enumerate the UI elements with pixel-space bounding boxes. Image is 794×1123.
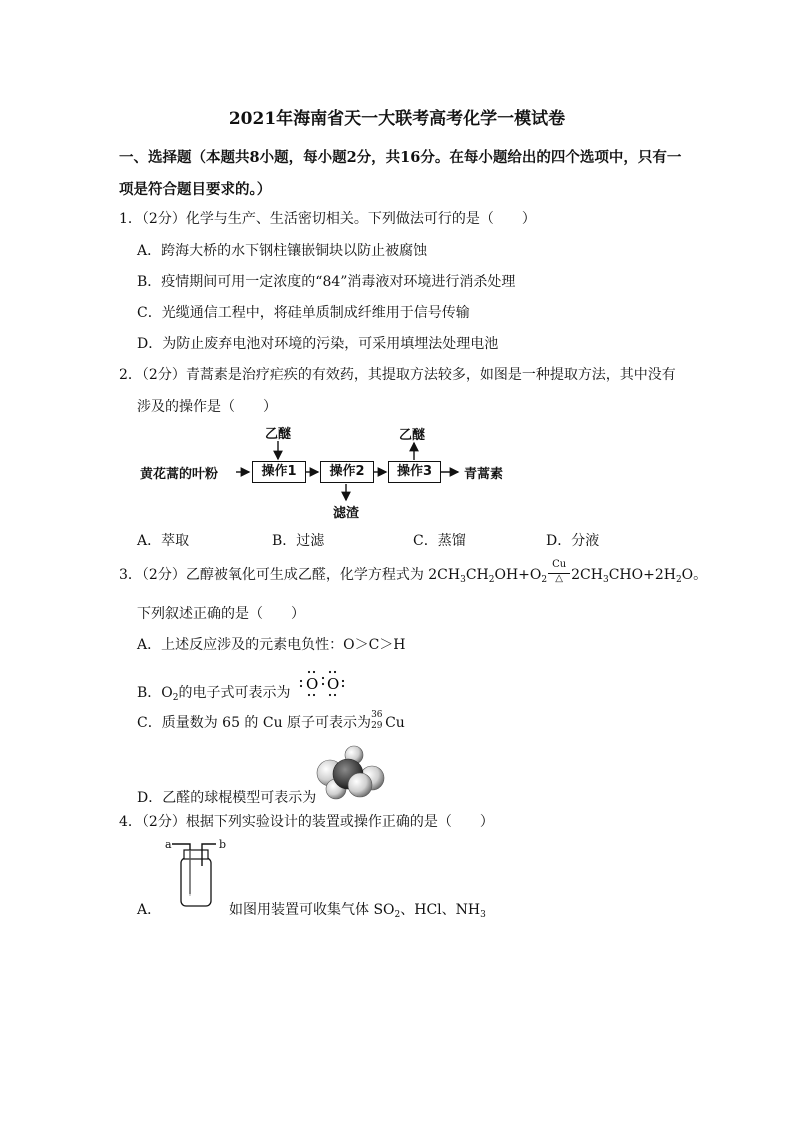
- svg-text:O: O: [327, 675, 340, 693]
- question-4-stem: 4．（2分）根据下列实验设计的装置或操作正确的是（ ）: [119, 814, 494, 830]
- question-1-option-b: B．疫情期间可用一定浓度的“84”消毒液对环境进行消杀处理: [137, 274, 516, 290]
- tube-label-a: a: [165, 838, 172, 851]
- question-1-stem: 1．（2分）化学与生产、生活密切相关。下列做法可行的是（ ）: [119, 211, 536, 227]
- flow-output-label: 青蒿素: [464, 467, 504, 482]
- question-3-option-b-text: 的电子式可表示为: [178, 685, 291, 701]
- catalyst-label: Cu: [552, 559, 567, 570]
- acetaldehyde-model-icon: [314, 745, 386, 803]
- question-2-stem-line1: 2．（2分）青蒿素是治疗疟疾的有效药，其提取方法较多，如图是一种提取方法，其中没有: [119, 367, 676, 383]
- question-1-option-c: C．光缆通信工程中，将硅单质制成纤维用于信号传输: [137, 305, 470, 321]
- flow-op3-box: 操作3: [388, 461, 441, 483]
- heat-symbol: △: [555, 573, 563, 584]
- question-4-option-a-letter: A．: [137, 902, 162, 918]
- svg-text:O: O: [306, 675, 319, 693]
- flow-op2-box: 操作2: [320, 461, 374, 483]
- question-3-stem-line2: 下列叙述正确的是（ ）: [137, 606, 305, 622]
- cu-symbol: Cu: [385, 715, 405, 731]
- flow-input-label: 黄花蒿的叶粉: [140, 467, 219, 482]
- question-1-option-a: A．跨海大桥的水下钢柱镶嵌铜块以防止被腐蚀: [137, 243, 428, 259]
- flow-reagent-out-label: 乙醚: [399, 428, 426, 443]
- question-4-option-a-text: 如图用装置可收集气体 $SO_2$、HCl、$NH_3$: [229, 902, 486, 920]
- flow-op1-box: 操作1: [252, 461, 306, 483]
- question-3-option-c: [137, 712, 405, 733]
- flow-reagent-in-label: 乙醚: [265, 427, 292, 442]
- question-2-option-a: A．萃取: [137, 533, 190, 549]
- flow-arrows: [0, 0, 794, 530]
- question-2-option-d: D．分液: [546, 533, 600, 549]
- question-2-stem-line2: 涉及的操作是（ ）: [137, 399, 277, 415]
- mass-number: 36: [371, 710, 383, 720]
- tube-label-b: b: [219, 838, 227, 851]
- question-3-stem-prefix: 3．（2分）乙醇被氧化可生成乙醛，化学方程式为 2CH: [119, 567, 461, 583]
- question-3-option-d: D．乙醛的球棍模型可表示为: [137, 790, 317, 806]
- section-heading-line1: 一、选择题（本题共8小题，每小题2分，共16分。在每小题给出的四个选项中，只有一: [119, 149, 682, 166]
- question-2-option-c: C．蒸馏: [413, 533, 466, 549]
- atomic-number: 29: [371, 721, 383, 731]
- cu-nuclide-notation: [371, 710, 385, 733]
- flow-residue-label: 滤渣: [333, 506, 360, 521]
- question-4-option-a-text-part2: 、HCl、NH: [400, 902, 481, 918]
- question-3-option-c-text: C．质量数为 65 的 Cu 原子可表示为: [137, 715, 372, 731]
- question-3-stem-line1: 3．（2分）乙醇被氧化可生成乙醛，化学方程式为 $2CH_3CH_2OH+O_2$ $\frac{Cu}{\triangle}$ $2CH_3CHO+2H_2O$。: [119, 559, 708, 585]
- question-4-option-a-text-part1: 如图用装置可收集气体 SO: [229, 902, 395, 918]
- question-3-option-a: A．上述反应涉及的元素电负性：O＞C＞H: [137, 637, 406, 653]
- o2-electron-dot-formula: [298, 657, 346, 697]
- reaction-condition: [548, 559, 570, 584]
- section-heading-line2: 项是符合题目要求的。）: [119, 181, 272, 198]
- page-title: 2021年海南省天一大联考高考化学一模试卷: [228, 109, 566, 129]
- question-1-option-d: D．为防止废弃电池对环境的污染，可采用填埋法处理电池: [137, 336, 499, 352]
- question-3-option-b: B．$O_2$的电子式可表示为: [137, 685, 291, 703]
- question-2-option-b: B．过滤: [272, 533, 325, 549]
